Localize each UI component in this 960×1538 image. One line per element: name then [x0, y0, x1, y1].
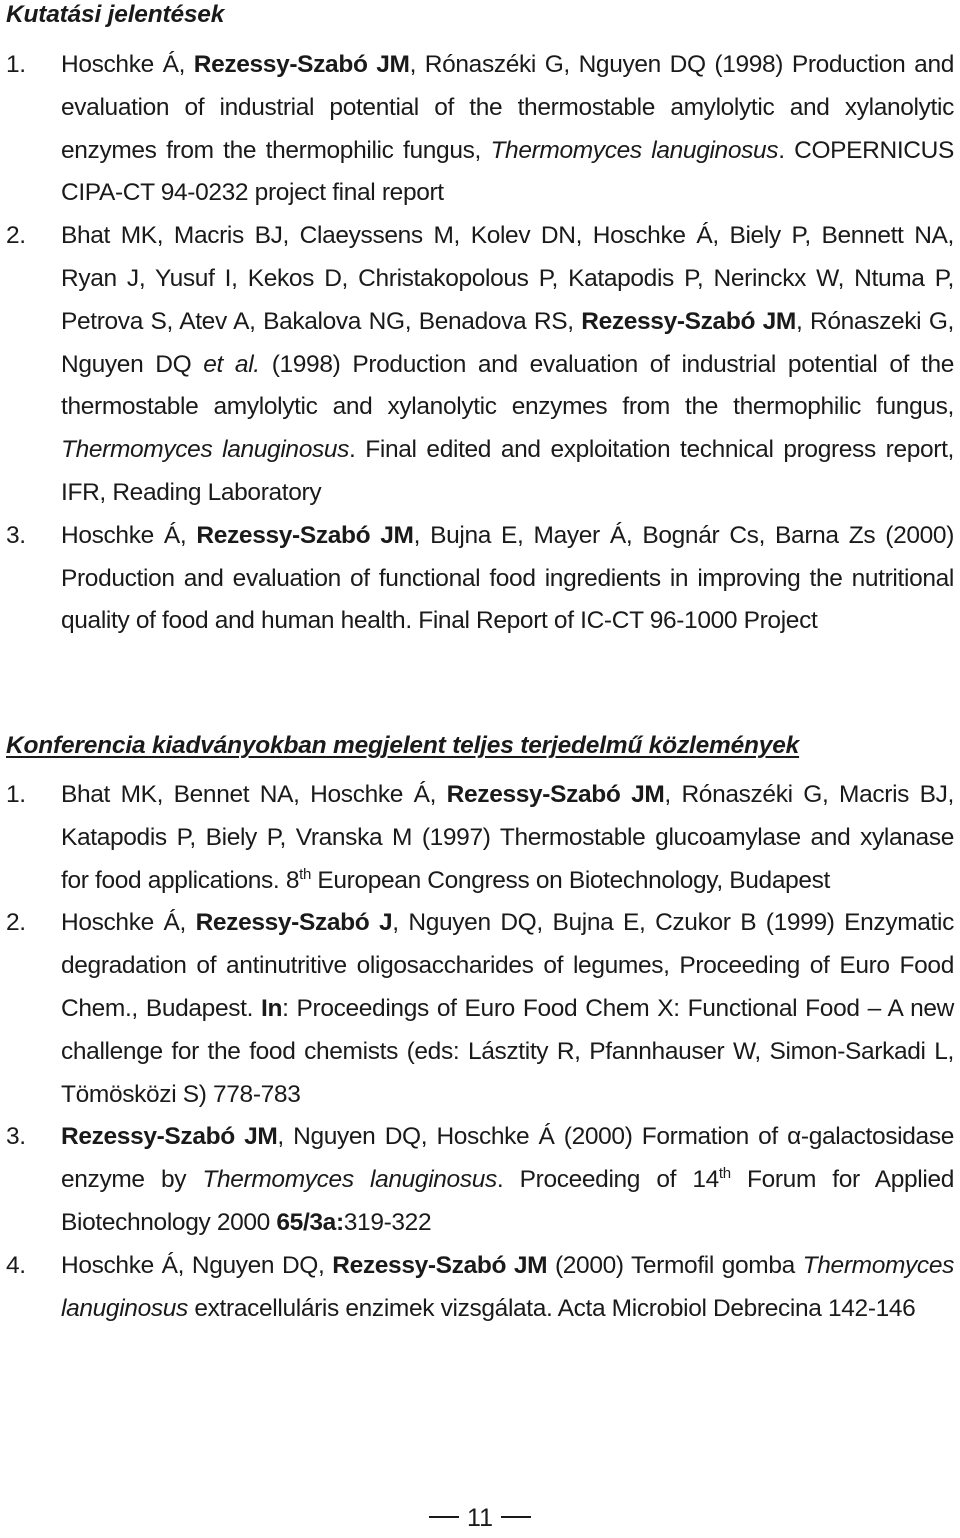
reference-text: Hoschke Á,	[61, 909, 196, 937]
reference-author-bold: Rezessy-Szabó JM	[196, 521, 414, 549]
reference-number: 1.	[6, 781, 26, 808]
reference-text: Forum for Applied Biotechnology 2000	[61, 1166, 955, 1236]
reference-italic-text: Thermomyces lanuginosus	[61, 1251, 955, 1322]
reference-item	[0, 44, 960, 215]
reference-text: Bhat MK, Macris BJ, Claeyssens M, Kolev DN, Hoschke Á, Biely P, Bennett NA, Ryan J, Yusuf I, Kekos D, Christakopolous P, Katapodis P, Nerinckx W, Ntuma P, Petrova S, Atev A, Bakalova NG, Benadova RS,	[61, 222, 954, 335]
conference-list	[0, 774, 960, 1330]
reference-item	[0, 515, 960, 643]
reference-superscript: th	[718, 1165, 731, 1183]
reference-text: European Congress on Biotechnology, Budapest	[310, 866, 831, 894]
reference-author-bold: Rezessy-Szabó JM	[193, 51, 410, 78]
reference-author-bold: Rezessy-Szabó JM	[332, 1251, 548, 1279]
reference-item	[0, 774, 960, 902]
reference-text: (2000) Termofil gomba	[547, 1251, 803, 1279]
reference-item	[0, 215, 960, 515]
reference-author-bold: 65/3a:	[276, 1208, 344, 1236]
section-heading-conference: Konferencia kiadványokban megjelent teljes terjedelmű közlemények	[6, 732, 800, 759]
reference-text: . Proceeding of 14	[496, 1166, 719, 1194]
reference-text: , Nguyen DQ, Hoschke Á (2000) Formation of α-galactosidase enzyme by	[61, 1123, 954, 1194]
reference-number: 1.	[6, 51, 26, 78]
footer-dash-right	[501, 1516, 531, 1519]
reference-text: Hoschke Á,	[61, 51, 194, 78]
reference-text: (1998) Production and evaluation of industrial potential of the thermostable amylolytic and xylanolytic enzymes from the thermophilic fungus,	[61, 350, 955, 421]
reference-number: 2.	[6, 909, 26, 937]
reports-list	[0, 44, 960, 643]
reference-author-bold: Rezessy-Szabó JM	[61, 1123, 278, 1151]
reference-number: 2.	[6, 222, 26, 250]
reference-item	[0, 1245, 960, 1331]
reference-text: : Proceedings of Euro Food Chem X: Functional Food – A new challenge for the food chemists (eds: Lásztity R, Pfannhauser W, Simon-Sarkadi L, Tömösközi S) 778-783	[61, 994, 955, 1108]
reference-text: Hoschke Á,	[61, 521, 197, 549]
reference-author-bold: Rezessy-Szabó JM	[581, 307, 796, 335]
reference-superscript: th	[299, 865, 311, 883]
reference-text: Hoschke Á, Nguyen DQ,	[61, 1251, 333, 1279]
reference-text: , Bujna E, Mayer Á, Bognár Cs, Barna Zs (2000) Production and evaluation of functional food ingredients in improving the nutritional quality of food and human health. Final Report of IC-CT 96-1000 Project	[61, 521, 954, 635]
reference-number: 3.	[6, 1123, 26, 1151]
reference-number: 4.	[6, 1251, 26, 1279]
reference-number: 3.	[6, 521, 26, 549]
reference-italic-text: Thermomyces lanuginosus	[202, 1166, 497, 1194]
reference-text: . COPERNICUS CIPA-CT 94-0232 project final report	[61, 136, 954, 207]
reference-text: . Final edited and exploitation technical progress report, IFR, Reading Laboratory	[61, 436, 954, 506]
section-heading-reports: Kutatási jelentések	[6, 1, 225, 28]
reference-item	[0, 902, 960, 1116]
reference-text: , Rónaszéki G, Nguyen DQ (1998) Production and evaluation of industrial potential of the thermostable amylolytic and xylanolytic enzymes from the thermophilic fungus,	[61, 51, 954, 164]
footer-dash-left	[429, 1516, 459, 1519]
reference-text: Bhat MK, Bennet NA, Hoschke Á,	[61, 781, 447, 808]
reference-author-bold: Rezessy-Szabó JM	[446, 781, 665, 808]
reference-author-bold: Rezessy-Szabó J	[195, 909, 393, 937]
reference-italic-text: Thermomyces lanuginosus	[490, 136, 779, 164]
reference-text: , Rónaszéki G, Macris BJ, Katapodis P, Biely P, Vranska M (1997) Thermostable glucoamylase and xylanase for food applications. 8	[61, 781, 954, 894]
reference-author-bold: In	[261, 994, 283, 1022]
reference-text: , Rónaszeki G, Nguyen DQ	[61, 307, 954, 378]
reference-italic-text: Thermomyces lanuginosus	[61, 436, 350, 464]
reference-text: , Nguyen DQ, Bujna E, Czukor B (1999) Enzymatic degradation of antinutritive oligosaccharides of legumes, Proceeding of Euro Food Chem., Budapest.	[61, 909, 954, 1022]
reference-text: 319-322	[343, 1208, 432, 1236]
reference-italic-text: et al.	[203, 350, 260, 378]
page-footer	[0, 1502, 960, 1534]
reference-item	[0, 1116, 960, 1244]
reference-text: extracelluláris enzimek vizsgálata. Acta Microbiol Debrecina 142-146	[187, 1294, 916, 1322]
page-number: 11	[467, 1504, 493, 1532]
